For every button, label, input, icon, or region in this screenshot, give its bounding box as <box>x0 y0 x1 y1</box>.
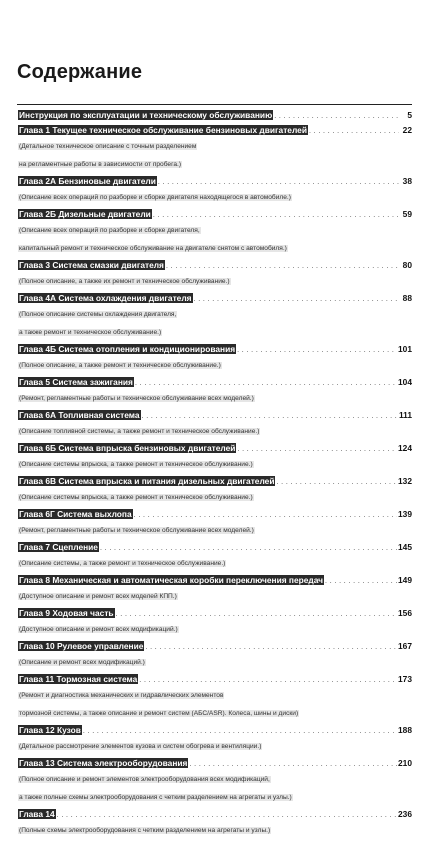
toc-entry-title: Глава 3 Система смазки двигателя <box>19 260 164 270</box>
toc-entry-page: 59 <box>402 209 412 219</box>
toc-entry <box>18 209 412 260</box>
toc-entry-title: Глава 8 Механическая и автоматическая коробки переключения передач <box>19 575 324 585</box>
dot-leader <box>237 344 397 356</box>
toc-entry <box>18 608 412 641</box>
toc-entry-description: (Полное описание, а также их ремонт и техническое обслуживание.) <box>19 278 230 285</box>
toc-entry-title: Глава 1 Текущее техническое обслуживание бензиновых двигателей <box>19 125 307 135</box>
toc-entry-title: Глава 9 Ходовая часть <box>19 608 114 618</box>
toc-entry-page: 38 <box>402 176 412 186</box>
toc-entry-line <box>18 509 412 519</box>
toc-entry <box>18 674 412 725</box>
toc-entry-page: 124 <box>398 443 412 453</box>
toc-entry-title: Глава 11 Тормозная система <box>19 674 138 684</box>
dot-leader <box>276 476 397 488</box>
toc-entry-line <box>18 641 412 651</box>
dot-leader <box>309 125 399 137</box>
toc-entry-description: (Детальное техническое описание с точным разделением <box>19 143 197 150</box>
toc-entry <box>18 809 412 842</box>
toc-entry-page: 101 <box>398 344 412 354</box>
toc-entry <box>18 476 412 509</box>
toc-entry-title: Глава 6В Система впрыска и питания дизельных двигателей <box>19 476 275 486</box>
toc-entry-description: (Описание системы, а также ремонт и техническое обслуживание.) <box>19 560 226 567</box>
toc-entry-page: 5 <box>407 110 412 120</box>
toc-entry-title: Глава 13 Система электрооборудования <box>19 758 188 768</box>
toc-entry-description: (Описание системы впрыска, а также ремонт и техническое обслуживание.) <box>19 494 253 501</box>
toc-entry-description: (Полные схемы электрооборудования с четким разделением на агрегаты и узлы.) <box>19 827 271 834</box>
toc-entry-title: Глава 2А Бензиновые двигатели <box>19 176 156 186</box>
toc-entry <box>18 293 412 344</box>
toc-entry-line <box>18 575 412 585</box>
toc-entry <box>18 410 412 443</box>
toc-entry <box>18 509 412 542</box>
toc-entry <box>18 725 412 758</box>
toc-entry <box>18 125 412 176</box>
dot-leader <box>274 110 399 122</box>
toc-entry-description: (Описание всех операций по разборке и сборке двигателя находящегося в автомобиле.) <box>19 194 291 201</box>
toc-entry <box>18 443 412 476</box>
toc-entry-line <box>18 809 412 819</box>
toc-entry-page: 149 <box>398 575 412 585</box>
toc-entry-page: 167 <box>398 641 412 651</box>
toc-entry-line <box>18 758 412 768</box>
toc-entry-page: 173 <box>398 674 412 684</box>
toc-entry-title: Глава 2Б Дизельные двигатели <box>19 209 151 219</box>
dot-leader <box>194 293 399 305</box>
toc-entry-description: (Доступное описание и ремонт всех моделей КПП.) <box>19 593 177 600</box>
dot-leader <box>145 641 397 653</box>
toc-entry <box>18 641 412 674</box>
toc-entry-line <box>18 443 412 453</box>
toc-entry-title: Глава 6Б Система впрыска бензиновых двигателей <box>19 443 236 453</box>
toc-entry-line <box>18 674 412 684</box>
toc-entry-line <box>18 476 412 486</box>
toc-entry <box>18 758 412 809</box>
toc-entry <box>18 344 412 377</box>
toc-entry-description: (Ремонт, регламентные работы и техническое обслуживание всех моделей.) <box>19 527 254 534</box>
toc-entry-description: (Описание и ремонт всех модификаций.) <box>19 659 145 666</box>
page-title: Содержание <box>17 61 143 83</box>
toc-entry-description: а также полные схемы электрооборудования с четким разделением на агрегаты и узлы.) <box>19 794 292 801</box>
toc-entry <box>18 377 412 410</box>
toc-entry <box>18 260 412 293</box>
toc-entry-description: (Доступное описание и ремонт всех модификаций.) <box>19 626 178 633</box>
toc-entry-page: 111 <box>398 410 412 420</box>
toc-entry-page: 156 <box>398 608 412 618</box>
toc-entry-description: (Описание топливной системы, а также ремонт и техническое обслуживание.) <box>19 428 260 435</box>
toc-entry-description: (Описание всех операций по разборке и сборке двигателя, <box>19 227 200 234</box>
dot-leader <box>325 575 397 587</box>
toc-entry-page: 104 <box>398 377 412 387</box>
toc-entry-page: 236 <box>398 809 412 819</box>
toc-entry-page: 132 <box>398 476 412 486</box>
toc-entry-title: Глава 6Г Система выхлопа <box>19 509 132 519</box>
toc-entry-line <box>18 344 412 354</box>
toc-entry-description: (Ремонт, регламентные работы и техническое обслуживание всех моделей.) <box>19 395 254 402</box>
toc-entry <box>18 542 412 575</box>
toc-entry-title: Глава 5 Система зажигания <box>19 377 133 387</box>
toc-entry-page: 139 <box>398 509 412 519</box>
toc-entry-line <box>18 542 412 552</box>
toc-entry <box>18 575 412 608</box>
toc-entry-line <box>18 608 412 618</box>
title-divider <box>17 104 412 105</box>
toc-entry <box>18 176 412 209</box>
toc-entry-title: Глава 4А Система охлаждения двигателя <box>19 293 192 303</box>
toc-entry-description: на регламентные работы в зависимости от пробега.) <box>19 161 182 168</box>
toc-entry-line <box>18 176 412 186</box>
toc-entry-description: (Ремонт и диагностика механических и гидравлических элементов <box>19 692 224 699</box>
toc-entry-title: Глава 6А Топливная система <box>19 410 140 420</box>
toc-entry-line <box>18 410 412 420</box>
toc-entry-line <box>18 260 412 270</box>
toc-entry-page: 88 <box>402 293 412 303</box>
toc-entry-description: (Полное описание системы охлаждения двигателя, <box>19 311 177 318</box>
toc-entry-page: 210 <box>398 758 412 768</box>
toc-entry-description: тормозной системы, а также описание и ремонт систем (АБС/ASR). Колеса, шины и диски) <box>19 710 299 717</box>
toc-entry-title: Глава 7 Сцепление <box>19 542 98 552</box>
dot-leader <box>237 443 397 455</box>
toc-entry-title: Глава 14 <box>19 809 55 819</box>
toc-entry-page: 188 <box>398 725 412 735</box>
toc-entry-line <box>18 377 412 387</box>
toc-entry-description: (Полное описание, а также ремонт и техническое обслуживание.) <box>19 362 221 369</box>
toc-entry-description: (Описание системы впрыска, а также ремонт и техническое обслуживание.) <box>19 461 253 468</box>
toc-entry-line <box>18 110 412 120</box>
toc-entry-description: а также ремонт и техническое обслуживание.) <box>19 329 162 336</box>
toc-entry-description: капитальный ремонт и техническое обслуживание на двигателе снятом с автомобиля.) <box>19 245 287 252</box>
table-of-contents <box>18 110 412 842</box>
toc-entry-line <box>18 725 412 735</box>
toc-entry <box>18 110 412 125</box>
toc-entry-line <box>18 209 412 219</box>
toc-entry-line <box>18 293 412 303</box>
toc-entry-page: 80 <box>402 260 412 270</box>
toc-entry-line <box>18 125 412 135</box>
toc-entry-title: Глава 12 Кузов <box>19 725 81 735</box>
toc-entry-title: Глава 10 Рулевое управление <box>19 641 144 651</box>
toc-entry-page: 22 <box>402 125 412 135</box>
toc-entry-title: Инструкция по эксплуатации и техническому обслуживанию <box>19 110 273 120</box>
toc-entry-page: 145 <box>398 542 412 552</box>
toc-entry-description: (Полное описание и ремонт элементов электрооборудования всех модификаций, <box>19 776 270 783</box>
toc-entry-description: (Детальное рассмотрение элементов кузова и систем обогрева и вентиляции.) <box>19 743 262 750</box>
toc-entry-title: Глава 4Б Система отопления и кондиционирования <box>19 344 236 354</box>
